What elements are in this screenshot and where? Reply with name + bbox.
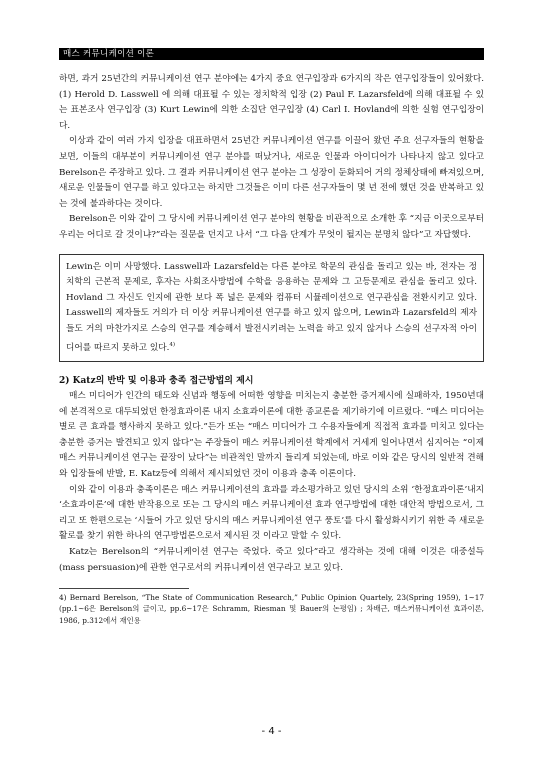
section-heading: 2) Katz의 반박 및 이용과 충족 접근방법의 제시	[59, 375, 254, 386]
body-paragraph: 이와 같이 이용과 충족이론은 매스 커뮤니케이션의 효과를 과소평가하고 있던 당시의 소위 ‘한정효과이론’내지 ‘소효과이론’에 대한 반작용으로 또는 그 당시의 매스 커뮤니케이션 효과 연구방법에 대한 대안적 방법으로서, 그리고 또 한편으로는 ‘시들어 가고 있던 당시의 매스 커뮤니케이션 연구 풍토’를 다시 활성화시키기 위한 즉 새로운 활로를 찾기 위한 하나의 연구방법론으로서 제시된 것 이라고 말할 수 있다.	[59, 484, 484, 542]
body-paragraph: 이상과 같이 여러 가지 입장을 대표하면서 25년간 커뮤니케이션 연구를 이끌어 왔던 주요 선구자들의 현황을 보면, 이들의 대부분이 커뮤니케이션 연구 분야를 떠났거나, 새로운 인물과 아이디어가 나타나지 않고 있다고 Berelson은 주장하고 있다. 그 결과 커뮤니케이션 연구 분야는 그 성장이 둔화되어 거의 정체상태에 빠져있으며, 새로운 인물들이 연구를 하고 있다고는 하지만 그것들은 이미 다른 선구자들이 몇 년 전에 했던 것을 반복하고 있는 것에 불과하다는 것이다.	[59, 136, 484, 209]
page-number: - 4 -	[261, 726, 282, 737]
quote-box	[59, 254, 484, 362]
body-paragraph: 하면, 과거 25년간의 커뮤니케이션 연구 분야에는 4가지 중요 연구입장과 6가지의 작은 연구입장들이 있어왔다. (1) Herold D. Lasswell 에 의해 대표될 수 있는 정치학적 입장 (2) Paul F. Lazarsfeld에 의해 대표될 수 있는 표본조사 연구입장 (3) Kurt Lewin에 의한 소집단 연구입장 (4) Carl I. Hovland에 의한 실험 연구입장이다.	[59, 74, 484, 131]
body-paragraph: 매스 미디어가 인간의 태도와 신념과 행동에 어떠한 영향을 미치는지 충분한 증거제시에 실패하자, 1950년대에 본격적으로 대두되었던 한정효과이론 내지 소효과이론에 대한 종교론을 제기하기에 이르렀다. “매스 미디어는 별로 큰 효과를 행사하지 못하고 있다.”든가 또는 “매스 미디어가 그 수용자들에게 직접적 효과를 미치고 있다는 충분한 증거는 발견되고 있지 않다”는 주장들이 매스 커뮤니케이션 학계에서 거세게 일어나면서 심지어는 “이제 매스 커뮤니케이션 연구는 끝장이 났다”는 비관적인 말까지 들리게 되었는데, 바로 이와 같은 당시의 일반적 견해와 입장들에 반발, E. Katz등에 의해서 제시되었던 것이 이용과 충족 이론이다.	[59, 390, 484, 479]
page-content	[59, 72, 484, 626]
body-paragraph: Berelson은 이와 같이 그 당시에 커뮤니케이션 연구 분야의 현황을 비관적으로 소개한 후 “지금 이곳으로부터 우리는 어디로 갈 것이냐?”라는 질문을 던지고 나서 “그 다음 단계가 무엇이 될지는 분명치 않다”고 자답했다.	[59, 214, 484, 240]
body-paragraph: Katz는 Berelson의 “커뮤니케이션 연구는 죽었다. 죽고 있다”라고 생각하는 것에 대해 이것은 대중설득(mass persuasion)에 관한 연구로서의 커뮤니케이션 연구라고 보고 있다.	[59, 546, 484, 573]
quote-text: Lewin은 이미 사망했다. Lasswell과 Lazarsfeld는 다른 분야로 학문의 관심을 돌리고 있는 바, 전자는 정치학의 근본적 문제로, 후자는 사회조사방법에 수학을 응용하는 문제와 그 고등문제로 관심을 돌리고 있다. Hovland 그 자신도 인지에 관한 보다 폭 넓은 문제와 컴퓨터 시뮬레이션으로 연구관심을 전환시키고 있다. Lasswell의 제자들도 거의가 더 이상 커뮤니케이션 연구를 하고 있지 않으며, Lewin과 Lazarsfeld의 제자들도 거의 마찬가지로 스승의 연구를 계승해서 발전시키려는 노력을 하고 있지 않거나 스승의 선구자적 아이디어를 따르지 못하고 있다.$^{4)}$	[66, 261, 477, 353]
footnote-divider	[59, 588, 189, 589]
footnote: 4) Bernard Berelson, “The State of Communication Research,” Public Opinion Quartely, 23(Spring 1959), 1~17 (pp.1~6은 Berelson의 글이고, pp.6~17은 Schramm, Riesman 및 Bauer의 논평임) ; 차배근, 매스커뮤니케이션 효과이론, 1986, p.312에서 재인용	[59, 593, 484, 625]
footnote-ref[interactable]: 4)	[169, 341, 176, 348]
running-header: 매스 커뮤니케이션 이론	[59, 48, 484, 60]
